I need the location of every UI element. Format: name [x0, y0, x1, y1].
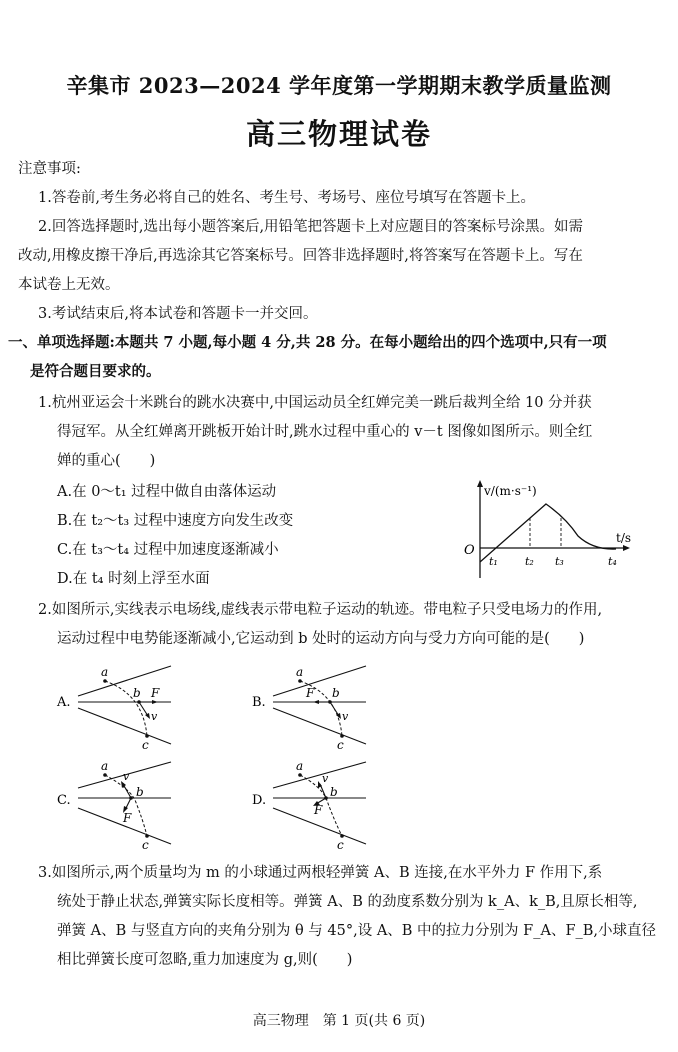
q2-diagram-b [250, 660, 385, 755]
vt-tick-t3: t₃ [555, 555, 564, 568]
svg-text:F: F [306, 686, 315, 700]
svg-text:b: b [133, 686, 141, 700]
svg-text:v: v [342, 710, 349, 723]
q1-option-d: D.在 t₄ 时刻上浮至水面 [57, 571, 210, 587]
q1-option-c: C.在 t₃～t₄ 过程中加速度逐渐减小 [57, 542, 279, 558]
q3-line-1: 3.如图所示,两个质量均为 m 的小球通过两根轻弹簧 A、B 连接,在水平外力 F 作用下,系 [38, 865, 603, 881]
svg-text:b: b [330, 785, 338, 799]
svg-text:D.: D. [252, 793, 267, 808]
svg-text:B.: B. [252, 695, 266, 710]
notice-line-2a: 2.回答选择题时,选出每小题答案后,用铅笔把答题卡上对应题目的答案标号涂黑。如需 [38, 219, 584, 235]
svg-text:b: b [332, 686, 340, 700]
notice-line-2c: 本试卷上无效。 [18, 277, 120, 293]
section-1-heading-cont: 是符合题目要求的。 [30, 363, 161, 380]
notice-line-3: 3.考试结束后,将本试卷和答题卡一并交回。 [38, 306, 318, 322]
q2-line-2: 运动过程中电势能逐渐减小,它运动到 b 处时的运动方向与受力方向可能的是( ) [57, 631, 585, 647]
q3-line-2: 统处于静止状态,弹簧实际长度相等。弹簧 A、B 的劲度系数分别为 k_A、k_B,且原长相等, [57, 894, 638, 910]
trajectory [105, 681, 147, 736]
notice-line-1: 1.答卷前,考生务必将自己的姓名、考生号、考场号、座位号填写在答题卡上。 [38, 190, 535, 206]
section-1-heading: 一、单项选择题:本题共 7 小题,每小题 4 分,共 28 分。在每小题给出的四个选项中,只有一项 [8, 334, 607, 351]
svg-text:c: c [142, 838, 149, 852]
svg-text:a: a [101, 665, 109, 679]
svg-text:v: v [123, 770, 130, 783]
vt-y-arrow [477, 480, 483, 487]
q3-line-3: 弹簧 A、B 与竖直方向的夹角分别为 θ 与 45°,设 A、B 中的拉力分别为 F_A、F_B,小球直径 [57, 923, 657, 939]
q1-option-a: A.在 0～t₁ 过程中做自由落体运动 [57, 484, 277, 500]
q3-line-4: 相比弹簧长度可忽略,重力加速度为 g,则( ) [57, 952, 353, 968]
svg-text:a: a [296, 665, 304, 679]
vt-origin: O [464, 543, 475, 558]
velocity-arrow [139, 702, 148, 716]
svg-text:b: b [136, 785, 144, 799]
vt-tick-t2: t₂ [525, 555, 534, 568]
svg-text:c: c [337, 738, 344, 752]
vt-x-arrow [623, 545, 630, 551]
svg-text:a: a [101, 760, 109, 773]
vt-curve [480, 504, 616, 562]
svg-text:a: a [296, 760, 304, 773]
q2-diagram-c [55, 760, 190, 855]
option-label: A. [57, 695, 71, 710]
q2-line-1: 2.如图所示,实线表示电场线,虚线表示带电粒子运动的轨迹。带电粒子只受电场力的作用, [38, 602, 603, 618]
vt-tick-t1: t₁ [489, 555, 498, 568]
point-a [103, 679, 107, 683]
q1-line-1: 1.杭州亚运会十米跳台的跳水决赛中,中国运动员全红婵完美一跳后裁判全给 10 分并获 [38, 395, 592, 411]
svg-text:F: F [314, 803, 323, 817]
q1-line-3: 婵的重心( ) [57, 453, 156, 469]
vt-tick-t4: t₄ [608, 555, 617, 568]
notice-line-2b: 改动,用橡皮擦干净后,再选涂其它答案标号。回答非选择题时,将答案写在答题卡上。写在 [18, 248, 583, 264]
svg-text:C.: C. [57, 793, 71, 808]
velocity-arrow [330, 702, 339, 716]
svg-text:F: F [123, 811, 132, 825]
exam-title: 辛集市 2023—2024 学年度第一学期期末教学质量监测 [66, 73, 612, 98]
q2-diagram-d [250, 760, 385, 855]
exam-subtitle: 高三物理试卷 [245, 117, 432, 151]
vt-y-label: v/(m·s⁻¹) [484, 484, 537, 498]
svg-text:F: F [151, 686, 160, 700]
svg-text:c: c [142, 738, 149, 752]
vt-x-label: t/s [616, 531, 632, 545]
svg-text:c: c [337, 838, 344, 852]
svg-text:v: v [322, 772, 329, 785]
q1-option-b: B.在 t₂～t₃ 过程中速度方向发生改变 [57, 513, 294, 529]
svg-text:v: v [151, 710, 158, 723]
notice-heading: 注意事项: [18, 161, 81, 177]
page-footer: 高三物理 第 1 页(共 6 页) [252, 1013, 426, 1029]
q1-line-2: 得冠军。从全红婵离开跳板开始计时,跳水过程中重心的 v－t 图像如图所示。则全红 [57, 424, 593, 440]
vt-graph [448, 478, 638, 590]
q2-diagram-a [55, 660, 190, 755]
